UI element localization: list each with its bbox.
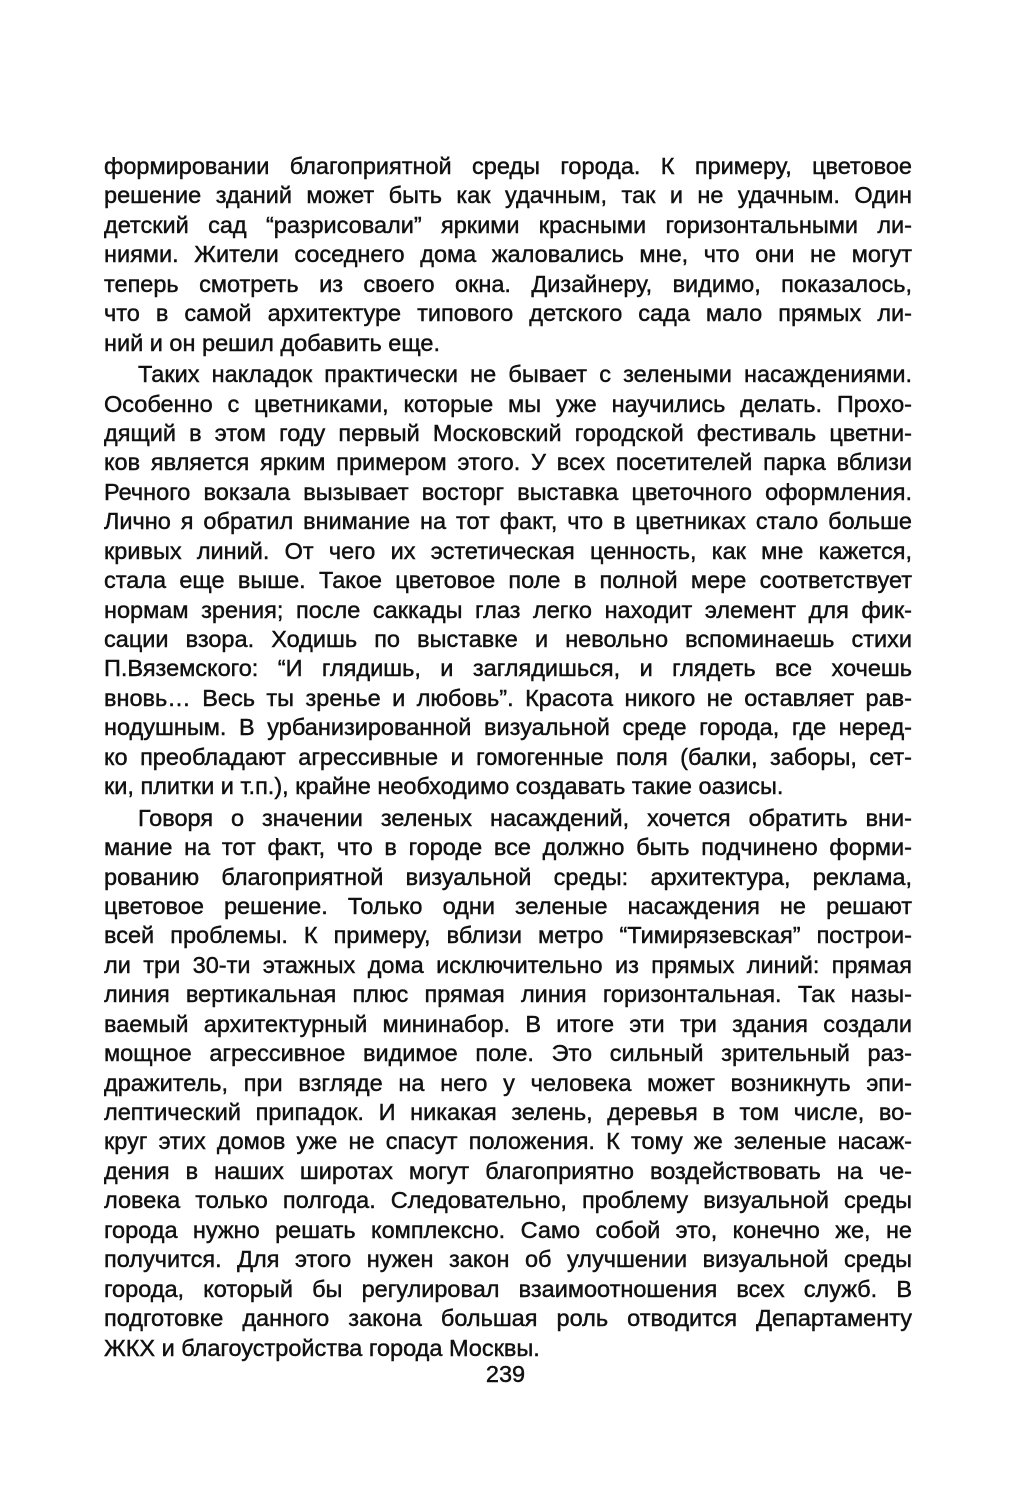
text-line: цветовое решение. Только одни зеленые насаждения не решают	[104, 892, 912, 919]
text-line: мание на тот факт, что в городе все должно быть подчинено форми-	[104, 834, 912, 861]
page-number: 239	[485, 1361, 526, 1387]
text-line: круг этих домов уже не спасут положения. К тому же зеленые насаж-	[104, 1128, 912, 1155]
text-line: ний и он решил добавить еще.	[104, 329, 441, 356]
text-line: города, который бы регулировал взаимоотношения всех служб. В	[104, 1275, 912, 1302]
text-line: теперь смотреть из своего окна. Дизайнеру, видимо, показалось,	[104, 270, 912, 297]
text-line: Речного вокзала вызывает восторг выставка цветочного оформления.	[104, 478, 912, 505]
text-line: что в самой архитектуре типового детского сада мало прямых ли-	[104, 300, 912, 327]
text-line: ки, плитки и т.п.), крайне необходимо создавать такие оазисы.	[104, 773, 784, 800]
text-line: рованию благоприятной визуальной среды: архитектура, реклама,	[104, 863, 912, 890]
text-line: нодушным. В урбанизированной визуальной среде города, где неред-	[104, 714, 912, 741]
text-line: ловека только полгода. Следовательно, проблему визуальной среды	[104, 1187, 912, 1214]
text-line: ко преобладают агрессивные и гомогенные поля (балки, заборы, сет-	[104, 743, 912, 770]
text-line: Особенно с цветниками, которые мы уже научились делать. Прохо-	[104, 390, 912, 417]
text-line: Говоря о значении зеленых насаждений, хочется обратить вни-	[138, 804, 912, 831]
paragraph-3	[104, 804, 912, 1363]
text-line: П.Вяземского: “И глядишь, и заглядишься, и глядеть все хочешь	[104, 655, 912, 682]
text-line: формировании благоприятной среды города. К примеру, цветовое	[104, 153, 912, 179]
body-text	[104, 152, 912, 1365]
text-line: подготовке данного закона большая роль отводится Департаменту	[104, 1305, 912, 1332]
text-line: ниями. Жители соседнего дома жаловались мне, что они не могут	[104, 241, 912, 268]
text-line: ЖКХ и благоустройства города Москвы.	[104, 1334, 540, 1361]
text-line: сации взора. Ходишь по выставке и невольно вспоминаешь стихи	[104, 626, 912, 652]
paragraph-2	[104, 360, 912, 802]
text-line: детский сад “разрисовали” яркими красными горизонтальными ли-	[104, 211, 912, 238]
text-line: дражитель, при взгляде на него у человека может возникнуть эпи-	[104, 1069, 912, 1096]
text-line: всей проблемы. К примеру, вблизи метро “Тимирязевская” построи-	[104, 922, 912, 949]
text-line: вновь… Весь ты зренье и любовь”. Красота никого не оставляет рав-	[104, 684, 912, 711]
text-line: Таких накладок практически не бывает с зелеными насаждениями.	[138, 361, 912, 388]
text-line: линия вертикальная плюс прямая линия горизонтальная. Так назы-	[104, 981, 912, 1008]
text-line: решение зданий может быть как удачным, так и не удачным. Один	[104, 182, 912, 209]
text-line: стала еще выше. Такое цветовое поле в полной мере соответствует	[104, 567, 912, 594]
text-line: города нужно решать комплексно. Само собой это, конечно же, не	[104, 1216, 912, 1243]
text-line: ков является ярким примером этого. У всех посетителей парка вблизи	[104, 449, 912, 476]
text-line: получится. Для этого нужен закон об улучшении визуальной среды	[104, 1246, 912, 1273]
text-line: мощное агрессивное видимое поле. Это сильный зрительный раз-	[104, 1040, 912, 1067]
text-line: Лично я обратил внимание на тот факт, что в цветниках стало больше	[104, 508, 912, 535]
text-line: ли три 30-ти этажных дома исключительно из прямых линий: прямая	[104, 951, 912, 978]
text-line: дения в наших широтах могут благоприятно воздействовать на че-	[104, 1157, 912, 1184]
text-line: нормам зрения; после саккады глаз легко находит элемент для фик-	[104, 596, 912, 623]
text-line: лептический припадок. И никакая зелень, деревья в том числе, во-	[104, 1099, 912, 1125]
text-line: ваемый архитектурный мининабор. В итоге эти три здания создали	[104, 1010, 912, 1037]
paragraph-1	[104, 152, 912, 358]
text-line: кривых линий. От чего их эстетическая ценность, как мне кажется,	[104, 537, 912, 564]
text-line: дящий в этом году первый Московский городской фестиваль цветни-	[104, 419, 912, 446]
